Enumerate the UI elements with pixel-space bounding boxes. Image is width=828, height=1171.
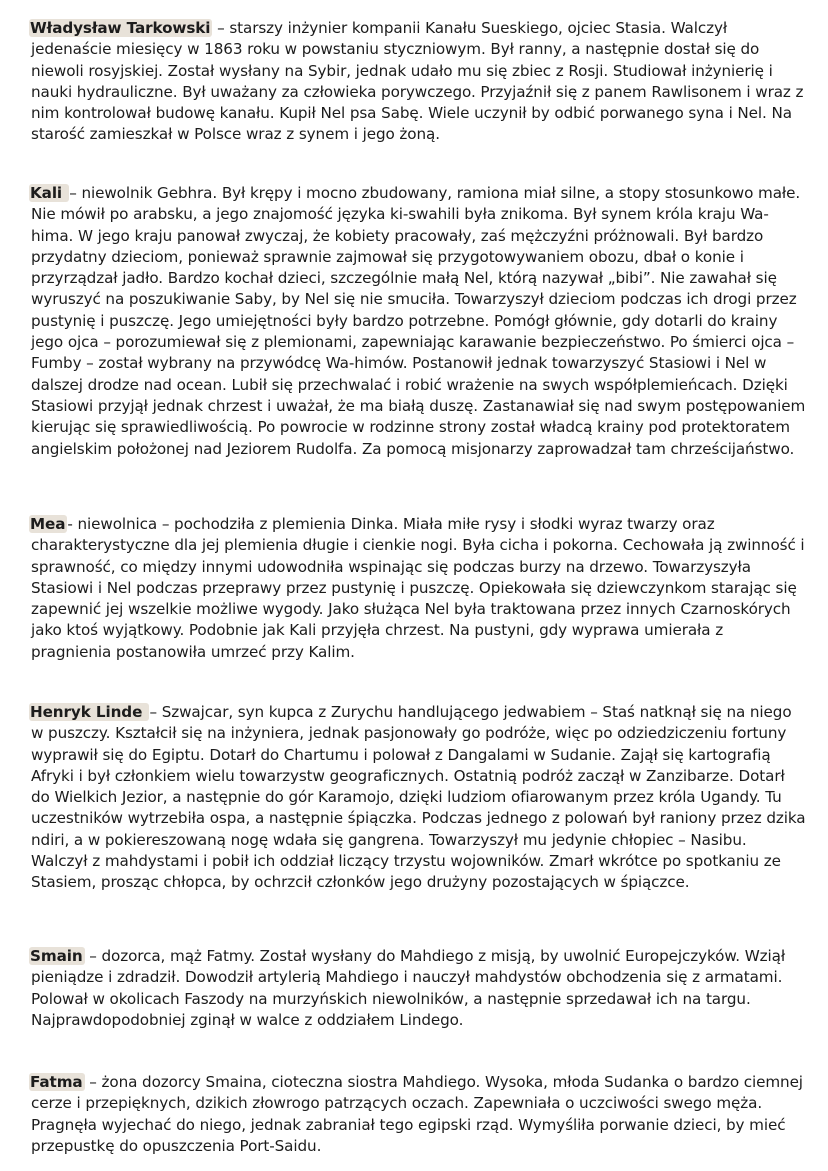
character-description: – Szwajcar, syn kupca z Zurychu handlującego jedwabiem – Staś natknął się na niego w puszczy. Kształcił się na inżyniera, jednak pasjonowały go podróże, więc po odziedziczeniu fortuny wyprawił się do Egiptu. Dotarł do Chartumu i polował z Dangalami w Sudanie. Zajął się kartografią Afryki i był członkiem wielu towarzystw geograficznych. Ostatnią podróż zaczął w Zanzibarze. Dotarł do Wielkich Jezior, a następnie do gór Karamojo, dzięki ludziom ofiarowanym przez króla Ugandy. Tu uczestników wytrzebiła ospa, a następnie śpiączka. Podczas jednego z polowań był raniony przez dzika ndiri, a w pokiereszowaną nogę wdała się gangrena. Towarzyszył mu jedynie chłopiec – Nasibu. Walczył z mahdystami i pobił ich oddział liczący trzystu wojowników. Zmarł wkrótce po spotkaniu ze Stasiem, prosząc chłopca, by ochrzcił członków jego drużyny pozostających w śpiączce. bbox=[31, 703, 806, 892]
character-entry-kali bbox=[31, 183, 807, 460]
character-description: - niewolnica – pochodziła z plemienia Dinka. Miała miłe rysy i słodki wyraz twarzy oraz charakterystyczne dla jej plemienia długie i cienkie nogi. Była cicha i pokorna. Cechowała ją zwinność i sprawność, co między innymi udowodniła wspinając się podczas burzy na drzewo. Towarzyszyła Stasiowi i Nel podczas przeprawy przez pustynię i puszczę. Opiekowała się dziewczynkom starając się zapewnić jej wszelkie możliwe wygody. Jako służąca Nel była traktowana przez innych Czarnoskórych jako ktoś wyjątkowy. Podobnie jak Kali przyjęła chrzest. Na pustyni, gdy wyprawa umierała z pragnienia postanowiła umrzeć przy Kalim. bbox=[31, 515, 805, 661]
character-entry-fatma bbox=[31, 1072, 807, 1157]
character-name: Smain bbox=[30, 947, 83, 965]
character-description: – dozorca, mąż Fatmy. Został wysłany do Mahdiego z misją, by uwolnić Europejczyków. Wziął pieniądze i zdradził. Dowodził artylerią Mahdiego i nauczył mahdystów obchodzenia się z armatami. Polował w okolicach Faszody na murzyńskich niewolników, a następnie sprzedawał ich na targu. Najprawdopodobniej zginął w walce z oddziałem Lindego. bbox=[31, 947, 786, 1029]
character-entry-linde bbox=[31, 702, 807, 894]
character-entry-mea bbox=[31, 514, 807, 663]
character-description: – starszy inżynier kompanii Kanału Sueskiego, ojciec Stasia. Walczył jedenaście miesięcy w 1863 roku w powstaniu styczniowym. Był ranny, a następnie dostał się do niewoli rosyjskiej. Został wysłany na Sybir, jednak udało mu się zbiec z Rosji. Studiował inżynierię i nauki hydrauliczne. Był uważany za człowieka porywczego. Przyjaźnił się z panem Rawlisonem i wraz z nim kontrolował budowę kanału. Kupił Nel psa Sabę. Wiele uczynił by odbić porwanego syna i Nel. Na starość zamieszkał w Polsce wraz z synem i jego żoną. bbox=[31, 19, 804, 144]
character-entry-tarkowski bbox=[31, 18, 807, 146]
character-name: Kali bbox=[30, 184, 68, 202]
character-description: – niewolnik Gebhra. Był krępy i mocno zbudowany, ramiona miał silne, a stopy stosunkowo małe. Nie mówił po arabsku, a jego znajomość języka ki-swahili była znikoma. Był synem króla kraju Wa-hima. W jego kraju panował zwyczaj, że kobiety pracowały, zaś mężczyźni próżnowali. Był bardzo przydatny dzieciom, ponieważ sprawnie zajmował się przygotowywaniem obozu, dbał o konie i przyrządzał jadło. Bardzo kochał dzieci, szczególnie małą Nel, którą nazywał „bibi”. Nie zawahał się wyruszyć na poszukiwanie Saby, by Nel się nie smuciła. Towarzyszył dzieciom podczas ich drogi przez pustynię i puszczę. Jego umiejętności były bardzo potrzebne. Pomógł głównie, gdy dotarli do krainy jego ojca – porozumiewał się z plemionami, zapewniając karawanie bezpieczeństwo. Po śmierci ojca – Fumby – został wybrany na przywódcę Wa-himów. Postanowił jednak towarzyszyć Stasiowi i Nel w dalszej drodze nad ocean. Lubił się przechwalać i robić wrażenie na swych współplemieńcach. Dzięki Stasiowi przyjął jednak chrzest i uważał, że ma białą duszę. Zastanawiał się nad swym postępowaniem kierując się sprawiedliwością. Po powrocie w rodzinne strony został władcą krainy pod protektoratem angielskim położonej nad Jeziorem Rudolfa. Za pomocą misjonarzy zaprowadzał tam chrześcijaństwo. bbox=[31, 184, 806, 458]
character-entry-smain bbox=[31, 946, 807, 1031]
character-name: Mea bbox=[30, 515, 66, 533]
character-description: – żona dozorcy Smaina, cioteczna siostra Mahdiego. Wysoka, młoda Sudanka o bardzo ciemnej cerze i przepięknych, dzikich złowrogo patrzących oczach. Zapewniała o uczciwości swego męża. Pragnęła wyjechać do niego, jednak zabraniał tego egipski rząd. Wymyśliła porwanie dzieci, by mieć przepustkę do opuszczenia Port-Saidu. bbox=[31, 1073, 803, 1155]
character-name: Fatma bbox=[30, 1073, 83, 1091]
character-name: Władysław Tarkowski bbox=[30, 19, 211, 37]
character-name: Henryk Linde bbox=[30, 703, 148, 721]
